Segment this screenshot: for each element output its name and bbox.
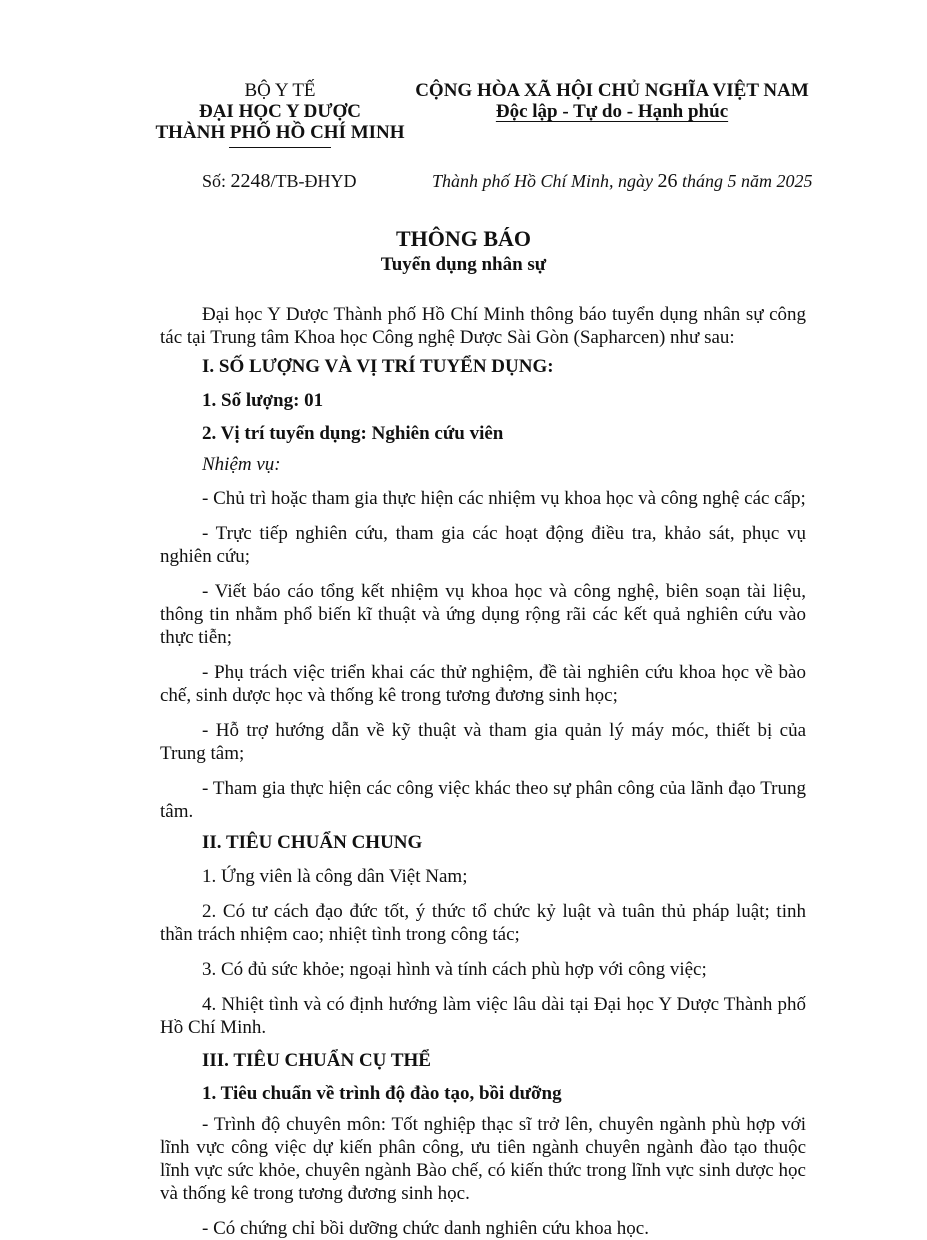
document-number-value: 2248 <box>230 170 271 192</box>
training-item: - Có chứng chỉ bồi dưỡng chức danh nghiên cứu khoa học. <box>202 1218 649 1239</box>
date-prefix: Thành phố Hồ Chí Minh, ngày <box>432 171 658 191</box>
document-number-prefix: Số: <box>202 171 231 191</box>
section-1-heading: I. SỐ LƯỢNG VÀ VỊ TRÍ TUYỂN DỤNG: <box>202 356 554 377</box>
criteria-item: 4. Nhiệt tình và có định hướng làm việc lâu dài tại Đại học Y Dược Thành phố Hồ Chí Minh. <box>160 994 806 1038</box>
training-standard-heading: 1. Tiêu chuẩn về trình độ đào tạo, bồi dưỡng <box>202 1083 562 1104</box>
document-title: THÔNG BÁO <box>395 226 532 251</box>
criteria-item: 1. Ứng viên là công dân Việt Nam; <box>202 866 468 887</box>
criteria-item: 2. Có tư cách đạo đức tốt, ý thức tổ chức kỷ luật và tuân thủ pháp luật; tinh thần trách nhiệm cao; nhiệt tình trong công tác; <box>160 901 806 945</box>
quantity-line: 1. Số lượng: 01 <box>202 390 324 411</box>
section-2-heading: II. TIÊU CHUẨN CHUNG <box>202 832 423 853</box>
section-3-heading: III. TIÊU CHUẨN CỤ THỂ <box>202 1050 431 1071</box>
duty-item: - Trực tiếp nghiên cứu, tham gia các hoạt động điều tra, khảo sát, phục vụ nghiên cứu; <box>160 523 806 567</box>
date-day: 26 <box>657 170 678 192</box>
position-line: 2. Vị trí tuyển dụng: Nghiên cứu viên <box>202 423 504 444</box>
duty-item: - Tham gia thực hiện các công việc khác theo sự phân công của lãnh đạo Trung tâm. <box>160 778 806 822</box>
duty-item: - Viết báo cáo tổng kết nhiệm vụ khoa học và công nghệ, biên soạn tài liệu, thông tin nhằm phổ biến kĩ thuật và ứng dụng rộng rãi các kết quả nghiên cứu vào thực tiễn; <box>160 581 806 648</box>
country-name: CỘNG HÒA XÃ HỘI CHỦ NGHĨA VIỆT NAM <box>415 80 809 101</box>
date-suffix: tháng 5 năm 2025 <box>677 171 813 191</box>
ministry-name: BỘ Y TẾ <box>244 80 316 101</box>
document-number <box>202 170 357 193</box>
national-header <box>402 80 822 122</box>
issuer-header <box>150 80 410 148</box>
duty-item: - Chủ trì hoặc tham gia thực hiện các nhiệm vụ khoa học và công nghệ các cấp; <box>202 488 806 509</box>
document-body <box>160 303 806 1240</box>
duty-item: - Phụ trách việc triển khai các thử nghiệm, đề tài nghiên cứu khoa học về bào chế, sinh dược học và thống kê trong tương đương sinh học; <box>160 662 806 706</box>
document-number-suffix: /TB-ĐHYD <box>270 171 357 191</box>
intro-paragraph: Đại học Y Dược Thành phố Hồ Chí Minh thông báo tuyển dụng nhân sự công tác tại Trung tâm Khoa học Công nghệ Dược Sài Gòn (Sapharcen) như sau: <box>160 304 806 348</box>
header-underline <box>229 147 331 148</box>
duty-item: - Hỗ trợ hướng dẫn về kỹ thuật và tham gia quản lý máy móc, thiết bị của Trung tâm; <box>160 720 806 764</box>
document-subtitle: Tuyển dụng nhân sự <box>380 254 547 275</box>
place-and-date <box>432 170 813 193</box>
criteria-item: 3. Có đủ sức khỏe; ngoại hình và tính cách phù hợp với công việc; <box>202 959 707 980</box>
duties-label: Nhiệm vụ: <box>202 454 281 475</box>
university-name-line2: THÀNH PHỐ HỒ CHÍ MINH <box>155 122 405 143</box>
training-item: - Trình độ chuyên môn: Tốt nghiệp thạc sĩ trở lên, chuyên ngành phù hợp với lĩnh vực công việc dự kiến phân công, ưu tiên ngành chuyên ngành đào tạo thuộc lĩnh vực sức khỏe, chuyên ngành Bào chế, có kiến thức trong lĩnh vực sinh dược học và thống kê trong tương đương sinh học. <box>160 1114 806 1204</box>
national-motto: Độc lập - Tự do - Hạnh phúc <box>495 101 729 122</box>
university-name-line1: ĐẠI HỌC Y DƯỢC <box>198 101 362 122</box>
